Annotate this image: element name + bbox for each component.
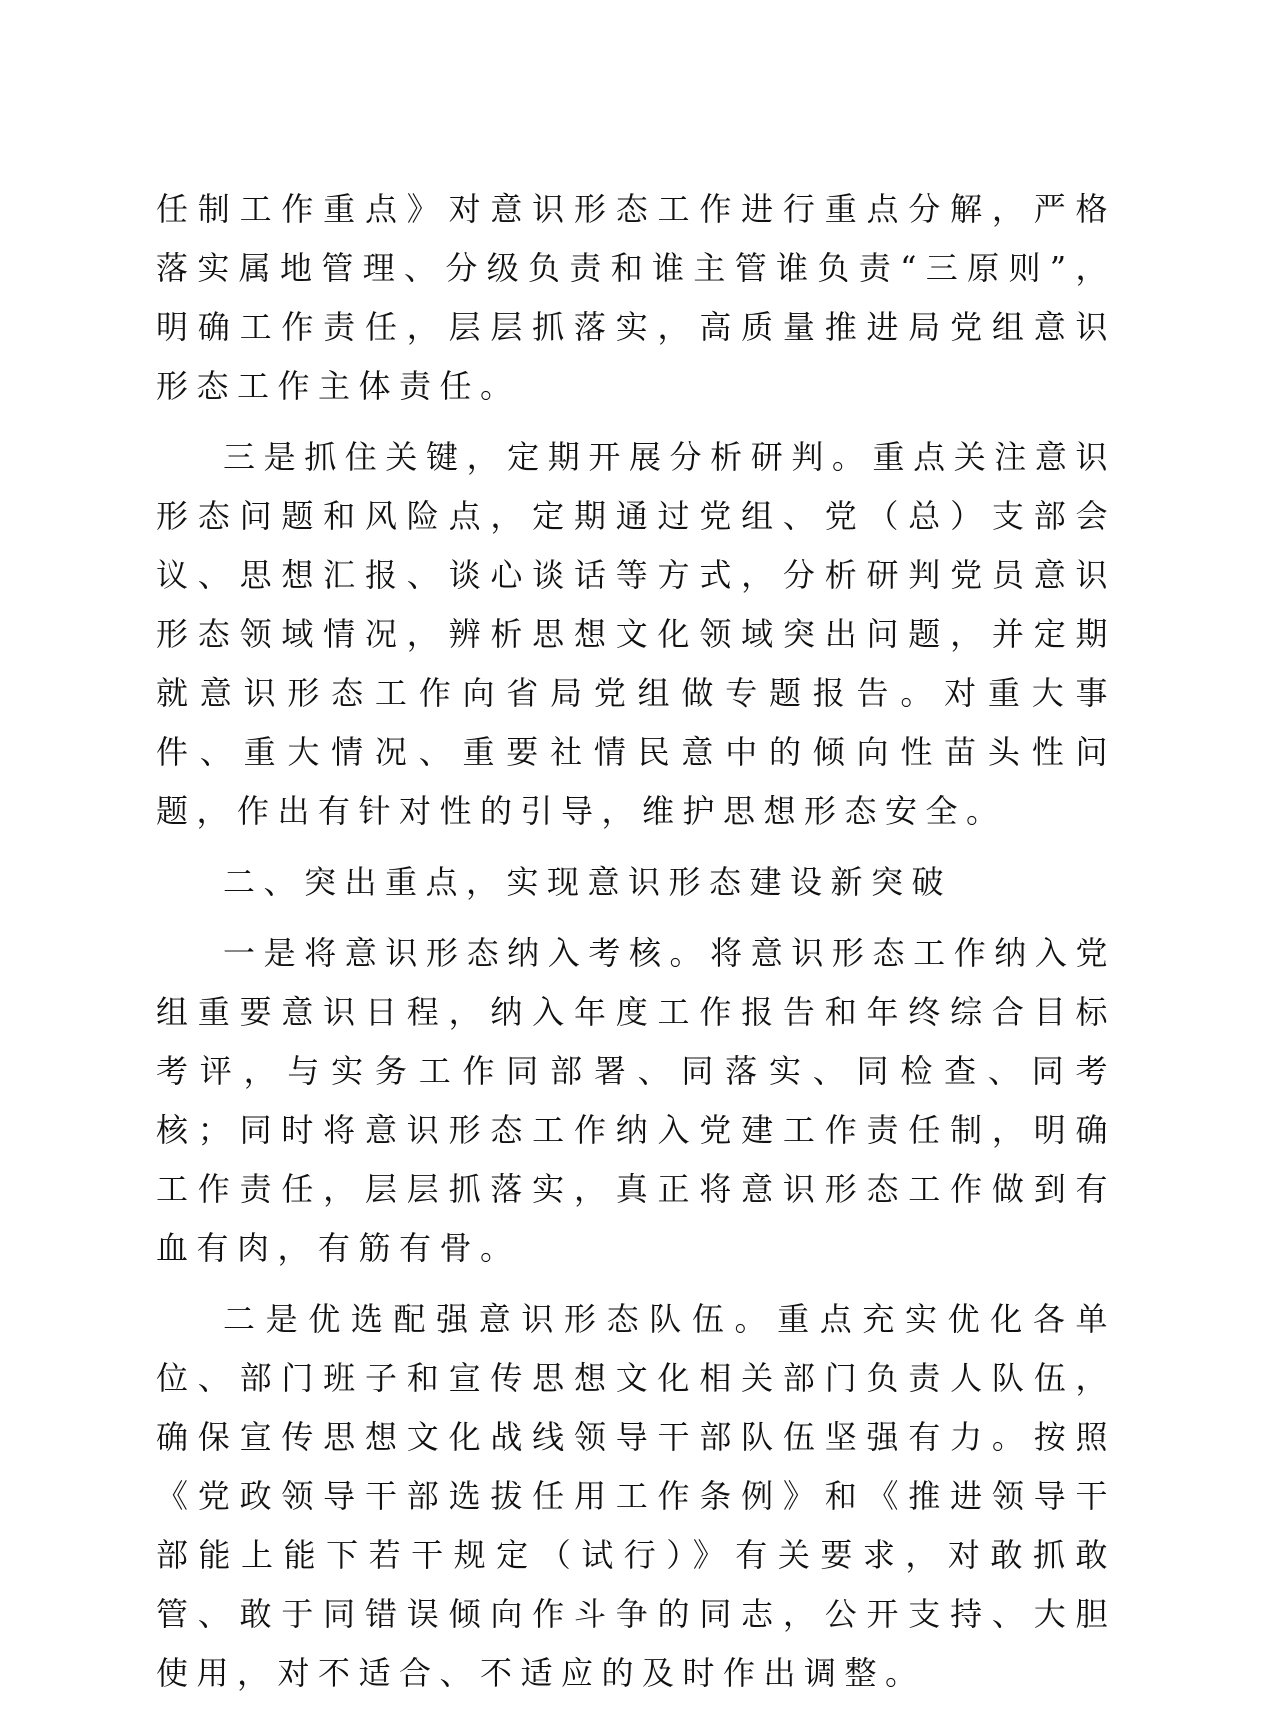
document-body bbox=[156, 180, 1116, 1715]
section-heading: 二、突出重点，实现意识形态建设新突破 bbox=[223, 863, 953, 901]
paragraph-assessment: 一是将意识形态纳入考核。将意识形态工作纳入党组重要意识日程，纳入年度工作报告和年终综合目标考评，与实务工作同部署、同落实、同检查、同考核；同时将意识形态工作纳入党建工作责任制，明确工作责任，层层抓落实，真正将意识形态工作做到有血有肉，有筋有骨。 bbox=[156, 934, 1116, 1267]
paragraph-continuation: 任制工作重点》对意识形态工作进行重点分解，严格落实属地管理、分级负责和谁主管谁负责“三原则”，明确工作责任，层层抓落实，高质量推进局党组意识形态工作主体责任。 bbox=[156, 190, 1116, 405]
paragraph-team: 二是优选配强意识形态队伍。重点充实优化各单位、部门班子和宣传思想文化相关部门负责人队伍，确保宣传思想文化战线领导干部队伍坚强有力。按照《党政领导干部选拔任用工作条例》和《推进领导干部能上能下若干规定（试行）》有关要求，对敢抓敢管、敢于同错误倾向作斗争的同志，公开支持、大胆使用，对不适合、不适应的及时作出调整。 bbox=[156, 1300, 1116, 1692]
paragraph-analysis: 三是抓住关键，定期开展分析研判。重点关注意识形态问题和风险点，定期通过党组、党（总）支部会议、思想汇报、谈心谈话等方式，分析研判党员意识形态领域情况，辨析思想文化领域突出问题，并定期就意识形态工作向省局党组做专题报告。对重大事件、重大情况、重要社情民意中的倾向性苗头性问题，作出有针对性的引导，维护思想形态安全。 bbox=[156, 438, 1116, 830]
